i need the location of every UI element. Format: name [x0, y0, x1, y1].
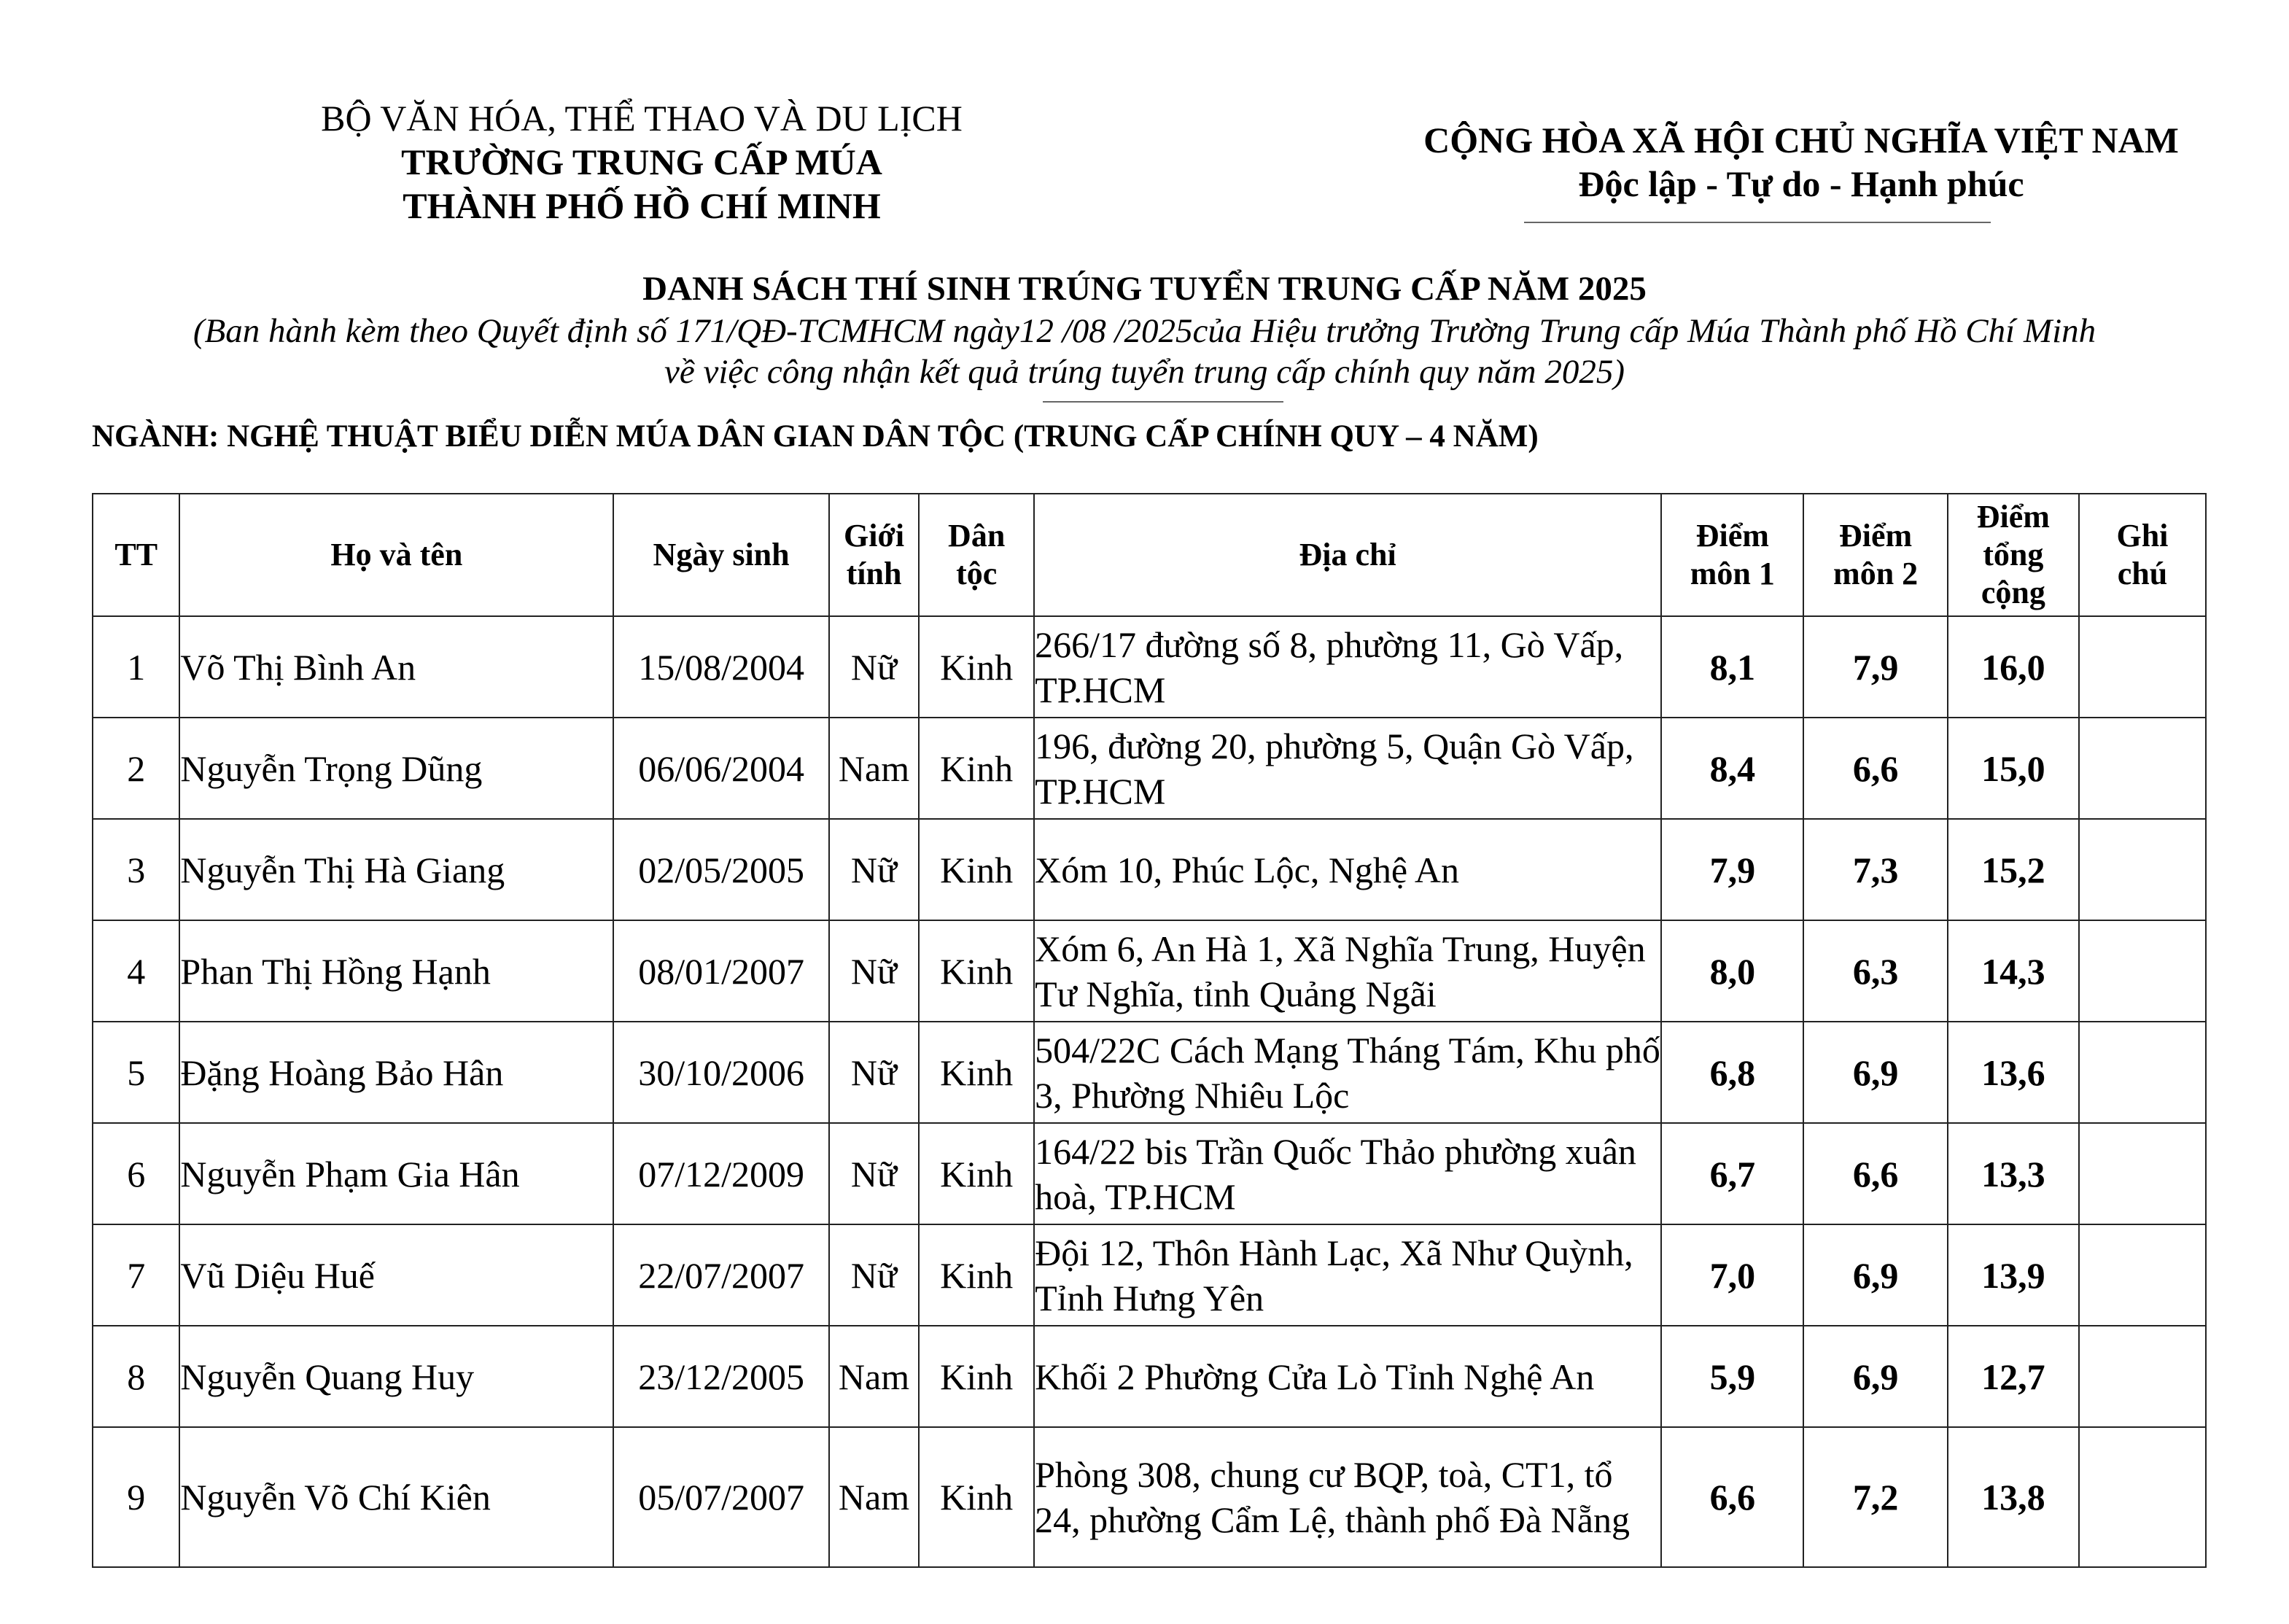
cell-gender: Nữ [829, 1224, 919, 1326]
cell-note [2079, 1224, 2206, 1326]
issuing-agency-block [219, 96, 1065, 228]
cell-note [2079, 1427, 2206, 1567]
cell-tt: 3 [93, 819, 179, 920]
cell-address: 504/22C Cách Mạng Tháng Tám, Khu phố 3, Phường Nhiêu Lộc [1034, 1022, 1661, 1123]
cell-address: 164/22 bis Trần Quốc Thảo phường xuân hoà, TP.HCM [1034, 1123, 1661, 1224]
cell-gender: Nữ [829, 1123, 919, 1224]
cell-score1: 6,6 [1661, 1427, 1803, 1567]
national-motto: Độc lập - Tự do - Hạnh phúc [1578, 163, 2024, 204]
cell-tt: 6 [93, 1123, 179, 1224]
cell-dob: 05/07/2007 [613, 1427, 828, 1567]
cell-score1: 8,4 [1661, 718, 1803, 819]
cell-name: Nguyễn Quang Huy [179, 1326, 613, 1427]
school-name-line2: THÀNH PHỐ HỒ CHÍ MINH [403, 185, 881, 226]
table-row [93, 1022, 2206, 1123]
cell-score2: 6,9 [1803, 1224, 1947, 1326]
cell-note [2079, 1123, 2206, 1224]
header-address: Địa chỉ [1034, 494, 1661, 616]
decision-reference-line1: (Ban hành kèm theo Quyết định số 171/QĐ-TCMHCM ngày12 /08 /2025của Hiệu trưởng Trường Trung cấp Múa Thành phố Hồ Chí Minh [193, 312, 2096, 350]
cell-ethnic: Kinh [919, 1022, 1034, 1123]
cell-dob: 06/06/2004 [613, 718, 828, 819]
cell-total: 13,9 [1948, 1224, 2079, 1326]
decision-reference-line2: về việc công nhận kết quả trúng tuyển trung cấp chính quy năm 2025) [664, 353, 1625, 391]
table-row [93, 1224, 2206, 1326]
cell-score1: 6,7 [1661, 1123, 1803, 1224]
cell-gender: Nữ [829, 920, 919, 1022]
cell-gender: Nam [829, 718, 919, 819]
cell-dob: 02/05/2005 [613, 819, 828, 920]
cell-dob: 22/07/2007 [613, 1224, 828, 1326]
cell-dob: 07/12/2009 [613, 1123, 828, 1224]
table-row [93, 616, 2206, 718]
title-underline [1043, 401, 1283, 403]
cell-address: Đội 12, Thôn Hành Lạc, Xã Như Quỳnh, Tỉnh Hưng Yên [1034, 1224, 1661, 1326]
cell-ethnic: Kinh [919, 616, 1034, 718]
cell-name: Võ Thị Bình An [179, 616, 613, 718]
cell-note [2079, 718, 2206, 819]
national-header-block [1327, 118, 2275, 206]
header-total: Điểm tổng cộng [1948, 494, 2079, 616]
header-ethnic: Dân tộc [919, 494, 1034, 616]
header-dob: Ngày sinh [613, 494, 828, 616]
cell-score1: 8,1 [1661, 616, 1803, 718]
cell-address: Xóm 6, An Hà 1, Xã Nghĩa Trung, Huyện Tư Nghĩa, tỉnh Quảng Ngãi [1034, 920, 1661, 1022]
cell-tt: 7 [93, 1224, 179, 1326]
cell-gender: Nam [829, 1427, 919, 1567]
cell-dob: 08/01/2007 [613, 920, 828, 1022]
cell-ethnic: Kinh [919, 1427, 1034, 1567]
cell-name: Nguyễn Thị Hà Giang [179, 819, 613, 920]
cell-ethnic: Kinh [919, 1326, 1034, 1427]
table-header-row [93, 494, 2206, 616]
document-title: DANH SÁCH THÍ SINH TRÚNG TUYỂN TRUNG CẤP NĂM 2025 [642, 270, 1647, 308]
cell-score2: 6,6 [1803, 718, 1947, 819]
cell-score1: 8,0 [1661, 920, 1803, 1022]
cell-gender: Nữ [829, 616, 919, 718]
cell-address: 266/17 đường số 8, phường 11, Gò Vấp, TP.HCM [1034, 616, 1661, 718]
table-row [93, 1427, 2206, 1567]
cell-ethnic: Kinh [919, 1123, 1034, 1224]
cell-total: 12,7 [1948, 1326, 2079, 1427]
cell-ethnic: Kinh [919, 819, 1034, 920]
cell-score1: 5,9 [1661, 1326, 1803, 1427]
header-tt: TT [93, 494, 179, 616]
country-name: CỘNG HÒA XÃ HỘI CHỦ NGHĨA VIỆT NAM [1423, 120, 2179, 160]
cell-note [2079, 1326, 2206, 1427]
school-name-line1: TRƯỜNG TRUNG CẤP MÚA [401, 141, 882, 182]
header-gender: Giới tính [829, 494, 919, 616]
cell-note [2079, 819, 2206, 920]
cell-tt: 5 [93, 1022, 179, 1123]
cell-ethnic: Kinh [919, 1224, 1034, 1326]
cell-score2: 7,2 [1803, 1427, 1947, 1567]
cell-note [2079, 1022, 2206, 1123]
header-name: Họ và tên [179, 494, 613, 616]
major-heading: NGÀNH: NGHỆ THUẬT BIỂU DIỄN MÚA DÂN GIAN DÂN TỘC (TRUNG CẤP CHÍNH QUY – 4 NĂM) [92, 419, 1539, 454]
cell-note [2079, 616, 2206, 718]
cell-dob: 23/12/2005 [613, 1326, 828, 1427]
cell-tt: 8 [93, 1326, 179, 1427]
cell-score1: 7,9 [1661, 819, 1803, 920]
cell-total: 13,8 [1948, 1427, 2079, 1567]
cell-name: Vũ Diệu Huế [179, 1224, 613, 1326]
cell-score2: 7,3 [1803, 819, 1947, 920]
cell-tt: 4 [93, 920, 179, 1022]
cell-score1: 7,0 [1661, 1224, 1803, 1326]
document-title-block [0, 267, 2289, 392]
cell-total: 16,0 [1948, 616, 2079, 718]
cell-name: Phan Thị Hồng Hạnh [179, 920, 613, 1022]
cell-dob: 15/08/2004 [613, 616, 828, 718]
header-note: Ghi chú [2079, 494, 2206, 616]
cell-name: Nguyễn Phạm Gia Hân [179, 1123, 613, 1224]
cell-score2: 6,9 [1803, 1326, 1947, 1427]
cell-total: 15,0 [1948, 718, 2079, 819]
cell-ethnic: Kinh [919, 718, 1034, 819]
cell-gender: Nữ [829, 1022, 919, 1123]
cell-dob: 30/10/2006 [613, 1022, 828, 1123]
cell-name: Nguyễn Trọng Dũng [179, 718, 613, 819]
cell-total: 13,3 [1948, 1123, 2079, 1224]
cell-total: 14,3 [1948, 920, 2079, 1022]
cell-tt: 1 [93, 616, 179, 718]
cell-score2: 6,3 [1803, 920, 1947, 1022]
table-row [93, 1326, 2206, 1427]
cell-score1: 6,8 [1661, 1022, 1803, 1123]
cell-ethnic: Kinh [919, 920, 1034, 1022]
cell-score2: 6,6 [1803, 1123, 1947, 1224]
table-row [93, 920, 2206, 1022]
cell-gender: Nữ [829, 819, 919, 920]
admission-table [92, 493, 2207, 1568]
cell-total: 13,6 [1948, 1022, 2079, 1123]
cell-address: Phòng 308, chung cư BQP, toà, CT1, tổ 24, phường Cẩm Lệ, thành phố Đà Nẵng [1034, 1427, 1661, 1567]
header-score1: Điểm môn 1 [1661, 494, 1803, 616]
motto-underline [1524, 222, 1991, 223]
cell-tt: 2 [93, 718, 179, 819]
cell-tt: 9 [93, 1427, 179, 1567]
ministry-name: BỘ VĂN HÓA, THỂ THAO VÀ DU LỊCH [321, 98, 963, 139]
cell-gender: Nam [829, 1326, 919, 1427]
cell-name: Đặng Hoàng Bảo Hân [179, 1022, 613, 1123]
cell-score2: 7,9 [1803, 616, 1947, 718]
cell-score2: 6,9 [1803, 1022, 1947, 1123]
cell-address: Xóm 10, Phúc Lộc, Nghệ An [1034, 819, 1661, 920]
cell-name: Nguyễn Võ Chí Kiên [179, 1427, 613, 1567]
cell-total: 15,2 [1948, 819, 2079, 920]
table-row [93, 718, 2206, 819]
header-score2: Điểm môn 2 [1803, 494, 1947, 616]
cell-note [2079, 920, 2206, 1022]
cell-address: Khối 2 Phường Cửa Lò Tỉnh Nghệ An [1034, 1326, 1661, 1427]
table-row [93, 1123, 2206, 1224]
table-row [93, 819, 2206, 920]
cell-address: 196, đường 20, phường 5, Quận Gò Vấp, TP.HCM [1034, 718, 1661, 819]
